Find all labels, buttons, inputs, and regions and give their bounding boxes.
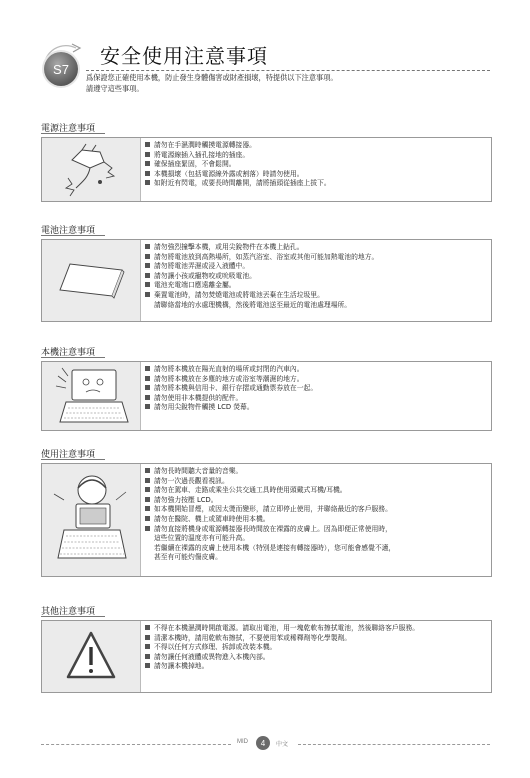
section-label-rule <box>41 357 105 358</box>
section-label-usage: 使用注意事項 <box>41 450 96 460</box>
section-label-power: 電源注意事項 <box>41 124 96 134</box>
section-bullets <box>145 467 395 563</box>
list-item: 請勿長時間聽大音量的音樂。 <box>145 467 395 477</box>
section-badge: S7 <box>44 52 78 86</box>
section-bullets <box>145 624 419 672</box>
list-item: 將電源線插入插孔接地的插座。 <box>145 151 331 161</box>
title-divider <box>86 70 490 71</box>
section-box-usage <box>41 463 492 577</box>
list-item: 請勿將本機放在陽光直射的場所或封閉的汽車內。 <box>145 365 317 375</box>
list-item: 請勿讓本機掉地。 <box>145 662 419 672</box>
list-item: 若繼續在裸露的皮膚上使用本機（特別是連接有轉接器時），您可能會感覺不適， <box>154 543 396 552</box>
list-item: 請勿將本機與信用卡、銀行存摺或通勤票券放在一起。 <box>145 384 317 394</box>
section-label-device: 本機注意事項 <box>41 348 96 358</box>
section-box-power <box>41 137 492 202</box>
list-item: 請勿讓任何液體或異物進入本機內部。 <box>145 653 419 663</box>
list-item: 確保插座緊固，不會鬆開。 <box>145 160 331 170</box>
section-box-battery <box>41 239 492 322</box>
page-title: 安全使用注意事項 <box>100 44 268 68</box>
intro-text <box>86 73 506 94</box>
footer-divider <box>41 744 231 745</box>
list-item: 請勿將電池放到高熱場所，如蒸汽浴室、浴室或其他可能加熱電池的地方。 <box>145 253 378 263</box>
intro-line: 請遵守這些事項。 <box>86 83 144 93</box>
device-sun-icon <box>42 362 141 430</box>
footer-product: MID <box>237 739 248 745</box>
list-item: 請勿用尖銳物件觸摸 LCD 熒幕。 <box>145 403 317 413</box>
list-item: 不得在本機濕潤時開啟電源。請取出電池，用一塊乾軟布擦拭電池，然後聯絡客戶服務。 <box>145 624 419 634</box>
list-item: 請勿一次過長觀看視訊。 <box>145 477 395 487</box>
list-item: 請勿將電池弄濕或浸入液體中。 <box>145 262 378 272</box>
list-item: 如本機開始冒煙，或因太燙而變形，請立即停止使用，并聯絡最近的客戶服務。 <box>145 505 395 515</box>
list-item: 本機損壞（包括電源線外露或割落）時請勿使用。 <box>145 170 331 180</box>
list-item: 甚至有可能灼傷皮膚。 <box>154 553 222 562</box>
list-item: 如附近有閃電，或要長時間離開，請將插頭從插座上拔下。 <box>145 179 331 189</box>
list-item: 請勿在醫院、機上或駕車時使用本機。 <box>145 515 395 525</box>
footer-language: 中文 <box>276 741 289 748</box>
page-number: 4 <box>256 736 270 750</box>
list-item: 電池充電端口應遠離金屬。 <box>145 281 378 291</box>
section-label-rule <box>41 133 105 134</box>
section-label-rule <box>41 459 105 460</box>
intro-line: 爲保證您正確使用本機，防止發生身體傷害或財產損壞，特提供以下注意事項。 <box>86 73 338 82</box>
section-bullets <box>145 365 317 413</box>
list-item: 不得以任何方式修理、拆卸或改裝本機。 <box>145 643 419 653</box>
list-item: 請勿將本機放在多塵的地方或浴室等潮濕的地方。 <box>145 375 317 385</box>
list-item: 這些位置的溫度亦有可能升高。 <box>154 534 250 543</box>
list-item: 請勿使用非本機提供的配件。 <box>145 394 317 404</box>
list-item: 請勿直接將機身或電源轉接器長時間放在裸露的皮膚上。因為即便正常使用時， <box>145 525 395 535</box>
section-label-rule <box>41 235 105 236</box>
section-label-other: 其他注意事項 <box>41 607 96 617</box>
list-item: 請勿在手濕潤時觸摸電源轉接器。 <box>145 141 331 151</box>
power-plug-icon <box>42 138 141 201</box>
footer-divider <box>298 744 490 745</box>
list-item: 棄置電池時，請勿焚燒電池或將電池丟棄在生活垃圾里。 <box>145 291 378 301</box>
list-item: 請勿讓小孩或寵物咬或吮吸電池。 <box>145 272 378 282</box>
list-item: 請勿強烈撞擊本機，或用尖銳物件在本機上鉆孔。 <box>145 243 378 253</box>
section-label-rule <box>41 616 105 617</box>
section-box-device <box>41 361 492 431</box>
device-person-icon <box>42 464 141 576</box>
list-item: 請勿在駕車、走路或乘坐公共交通工具時使用頭戴式耳機/耳機。 <box>145 486 395 496</box>
list-item: 清潔本機時，請用乾軟布擦拭，不要使用苯或稀釋劑等化學製劑。 <box>145 634 419 644</box>
warning-triangle-icon <box>42 621 141 692</box>
section-bullets <box>145 243 378 310</box>
section-label-battery: 電池注意事項 <box>41 226 96 236</box>
section-box-other <box>41 620 492 693</box>
battery-icon <box>42 240 141 321</box>
list-item: 請聯絡當地的水處理機構，然後將電池送至最近的電池處理場所。 <box>154 300 352 309</box>
section-bullets <box>145 141 331 189</box>
page-header <box>0 0 530 110</box>
list-item: 請勿強力按壓 LCD。 <box>145 496 395 506</box>
